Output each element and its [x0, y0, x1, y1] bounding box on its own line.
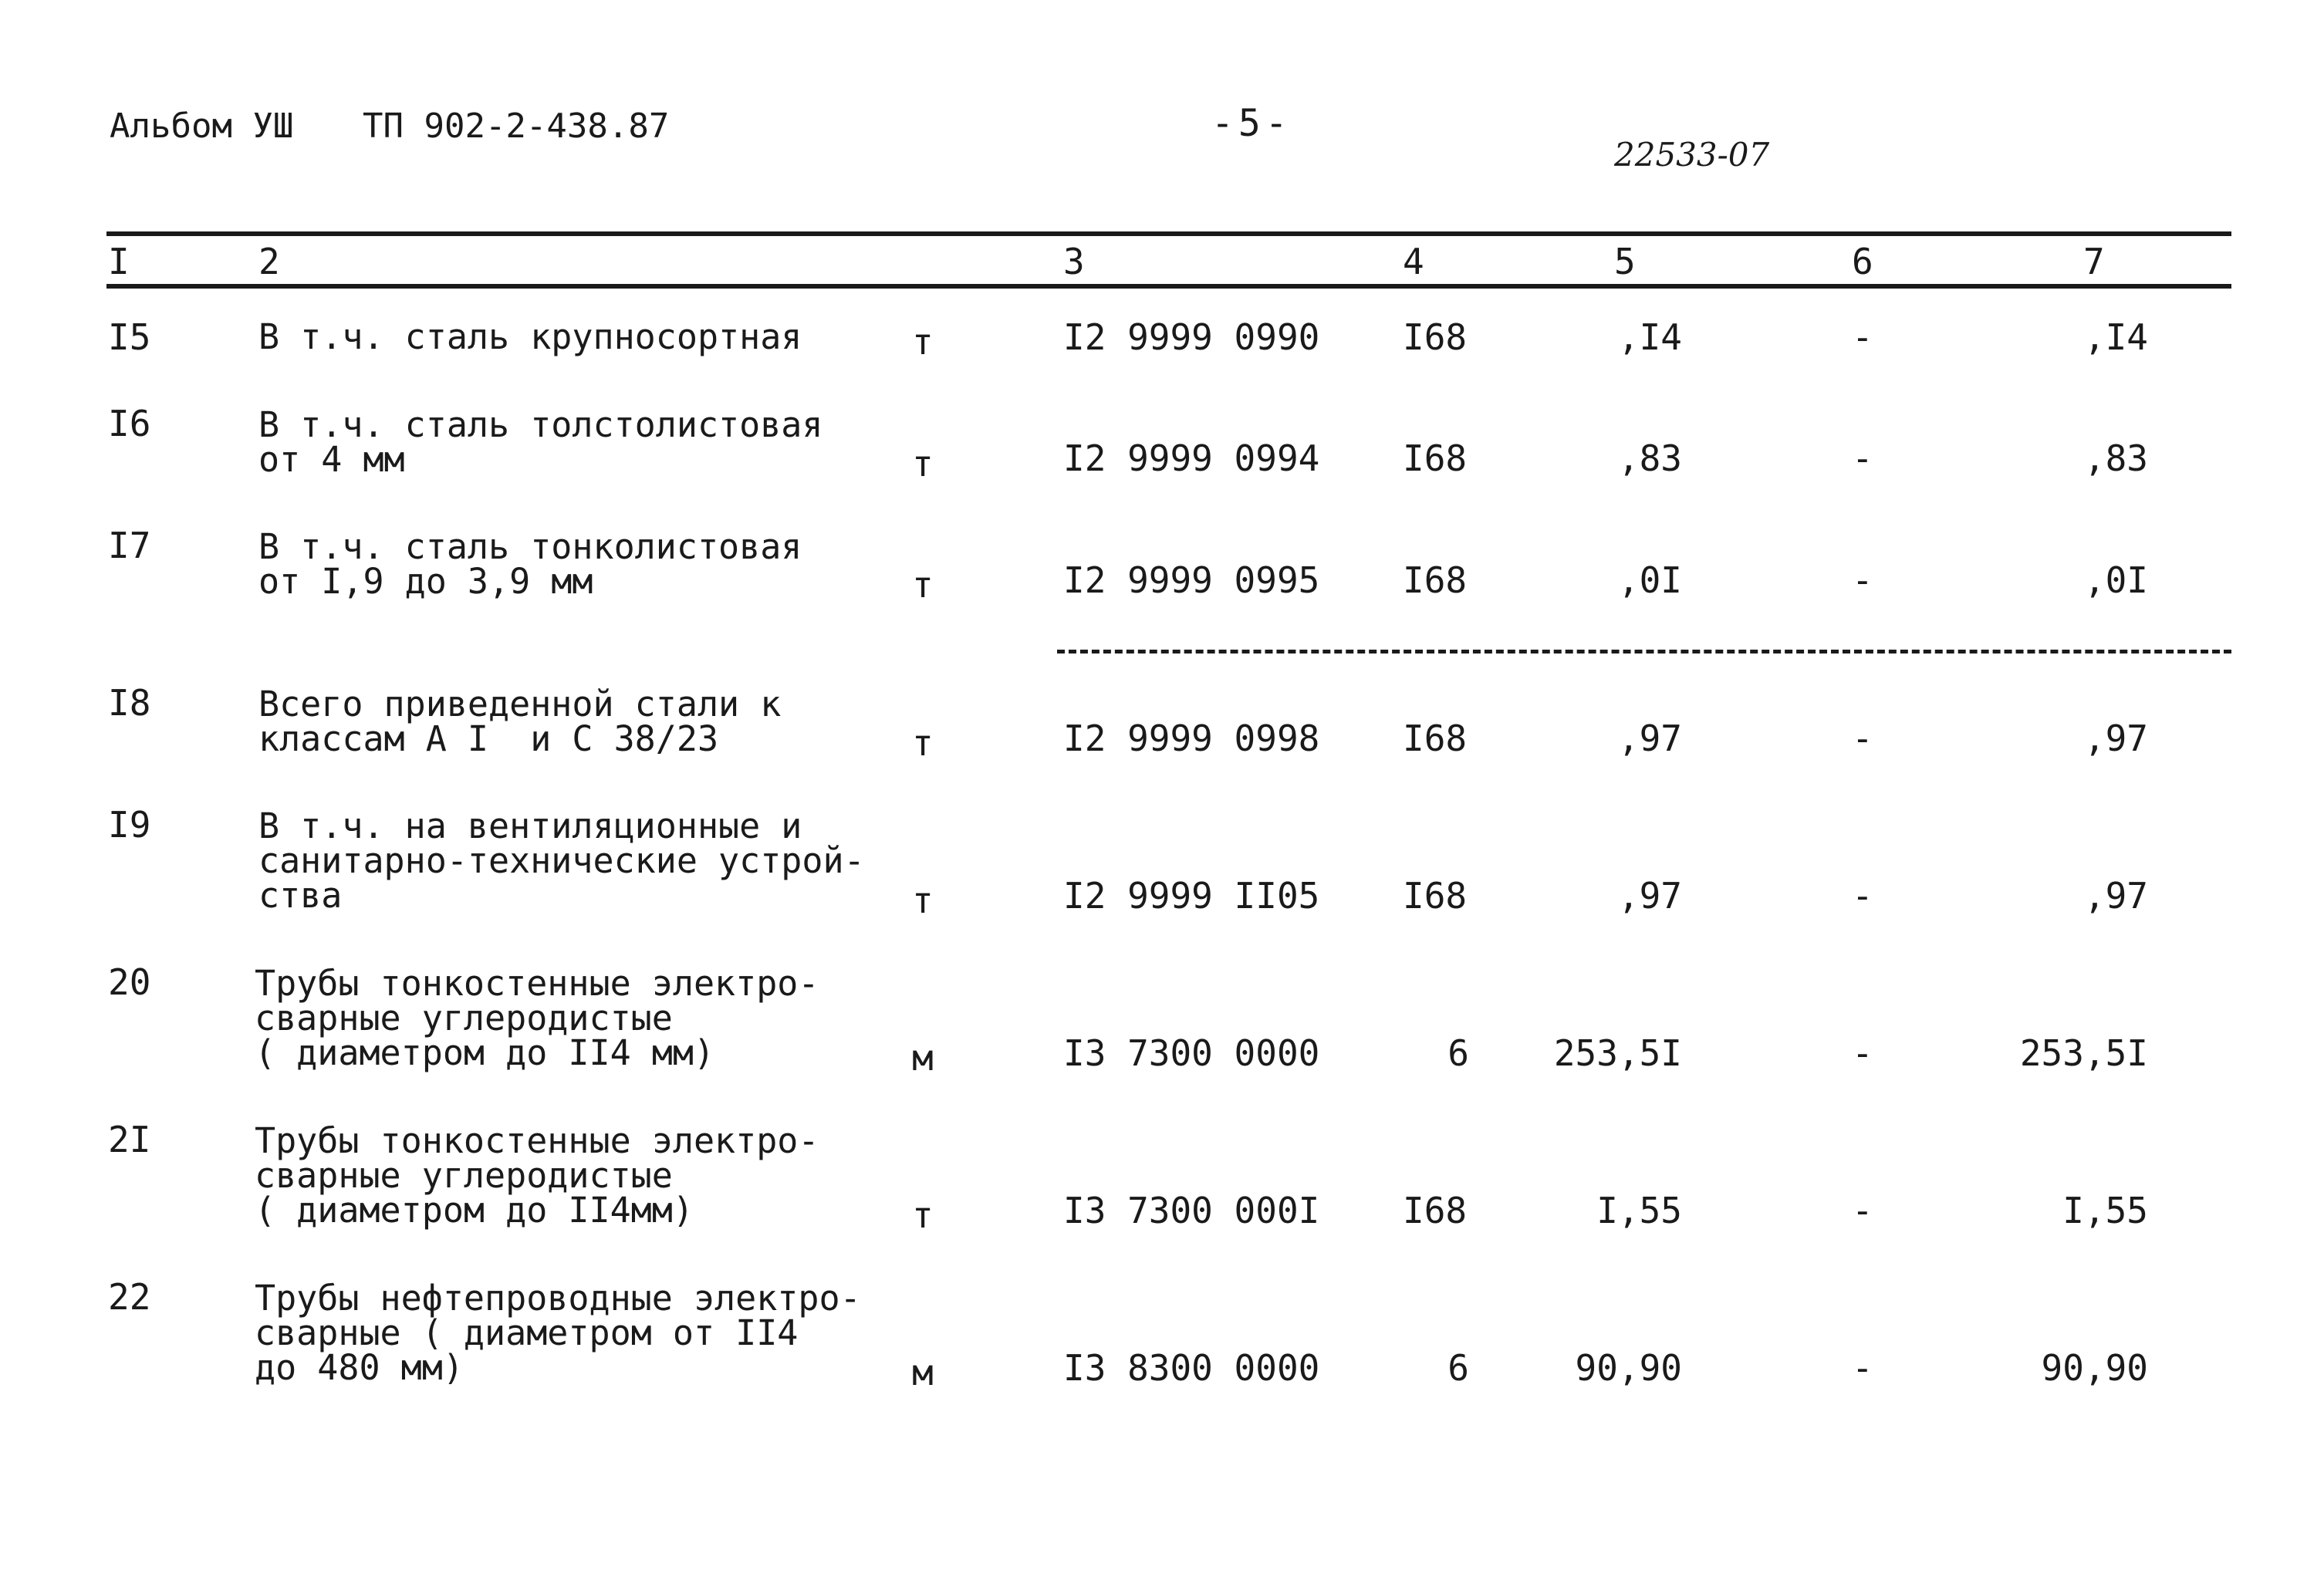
row-code: I3 7300 000I: [1063, 1190, 1320, 1231]
row-col6: -: [1852, 1032, 1873, 1074]
row-unit: т: [912, 564, 934, 606]
row-code: I2 9999 II05: [1063, 875, 1320, 917]
row-col5: ,97: [1617, 875, 1682, 917]
column-header: 7: [2083, 241, 2105, 282]
row-description: Трубы тонкостенные электро- сварные углеродистые ( диаметром до II4мм): [255, 1120, 819, 1231]
row-col4: I68: [1403, 1190, 1468, 1231]
row-number: 2I: [108, 1119, 151, 1160]
column-header: I: [108, 241, 130, 282]
row-description: В т.ч. сталь тонколистовая от I,9 до 3,9 мм: [258, 526, 802, 602]
row-description: Трубы нефтепроводные электро- сварные ( диаметром от II4 до 480 мм): [255, 1278, 861, 1388]
row-code: I3 7300 0000: [1063, 1032, 1320, 1074]
column-header: 4: [1403, 241, 1424, 282]
row-col4: 6: [1447, 1032, 1469, 1074]
row-col7: ,I4: [2083, 316, 2148, 358]
row-description: В т.ч. сталь крупносортная: [258, 316, 802, 357]
row-col6: -: [1852, 559, 1873, 601]
table-top-rule: [106, 231, 2231, 236]
row-code: I2 9999 0998: [1063, 718, 1320, 759]
row-description: Всего приведенной стали к классам А I и С 38/23: [258, 684, 782, 759]
row-col7: 90,90: [2041, 1347, 2148, 1389]
row-col5: 253,5I: [1553, 1032, 1682, 1074]
row-col5: ,0I: [1617, 559, 1682, 601]
row-unit: т: [912, 880, 934, 921]
column-header: 5: [1614, 241, 1636, 282]
project-code: ТП 902-2-438.87: [363, 106, 670, 146]
row-description: Трубы тонкостенные электро- сварные углеродистые ( диаметром до II4 мм): [255, 963, 819, 1073]
column-header: 3: [1063, 241, 1085, 282]
row-col4: I68: [1403, 437, 1468, 479]
row-col7: 253,5I: [2019, 1032, 2148, 1074]
row-unit: м: [912, 1037, 934, 1079]
row-unit: м: [912, 1352, 934, 1393]
row-code: I3 8300 0000: [1063, 1347, 1320, 1389]
row-col5: ,I4: [1617, 316, 1682, 358]
row-col6: -: [1852, 875, 1873, 917]
dashed-separator: [1057, 650, 2231, 653]
row-col6: -: [1852, 1190, 1873, 1231]
row-unit: т: [912, 1194, 934, 1236]
row-col4: I68: [1403, 316, 1468, 358]
row-col7: ,97: [2083, 875, 2148, 917]
row-col7: ,97: [2083, 718, 2148, 759]
row-description: В т.ч. на вентиляционные и санитарно-технические устрой- ства: [258, 805, 865, 916]
column-header: 6: [1852, 241, 1873, 282]
row-number: I7: [108, 525, 151, 566]
row-code: I2 9999 0994: [1063, 437, 1320, 479]
row-col6: -: [1852, 437, 1873, 479]
row-col4: I68: [1403, 875, 1468, 917]
row-number: I5: [108, 316, 151, 358]
row-code: I2 9999 0990: [1063, 316, 1320, 358]
row-col7: I,55: [2062, 1190, 2148, 1231]
row-col6: -: [1852, 316, 1873, 358]
row-number: I6: [108, 403, 151, 444]
header-bottom-rule: [106, 284, 2231, 289]
row-number: I9: [108, 804, 151, 846]
row-col4: 6: [1447, 1347, 1469, 1389]
column-header: 2: [258, 241, 280, 282]
sheet-code: 22533-07: [1614, 136, 1770, 174]
row-unit: т: [912, 722, 934, 764]
row-col5: 90,90: [1575, 1347, 1682, 1389]
row-col6: -: [1852, 718, 1873, 759]
row-col7: ,0I: [2083, 559, 2148, 601]
row-col5: I,55: [1596, 1190, 1682, 1231]
page-number: -5-: [1211, 102, 1292, 145]
row-description: В т.ч. сталь толстолистовая от 4 мм: [258, 404, 823, 480]
row-number: 20: [108, 961, 151, 1003]
row-col4: I68: [1403, 718, 1468, 759]
row-col5: ,97: [1617, 718, 1682, 759]
row-col4: I68: [1403, 559, 1468, 601]
row-col6: -: [1852, 1347, 1873, 1389]
row-unit: т: [912, 321, 934, 363]
row-unit: т: [912, 443, 934, 485]
row-col5: ,83: [1617, 437, 1682, 479]
album-label: Альбом УШ: [110, 106, 294, 146]
row-number: I8: [108, 682, 151, 724]
row-number: 22: [108, 1276, 151, 1318]
row-col7: ,83: [2083, 437, 2148, 479]
row-code: I2 9999 0995: [1063, 559, 1320, 601]
